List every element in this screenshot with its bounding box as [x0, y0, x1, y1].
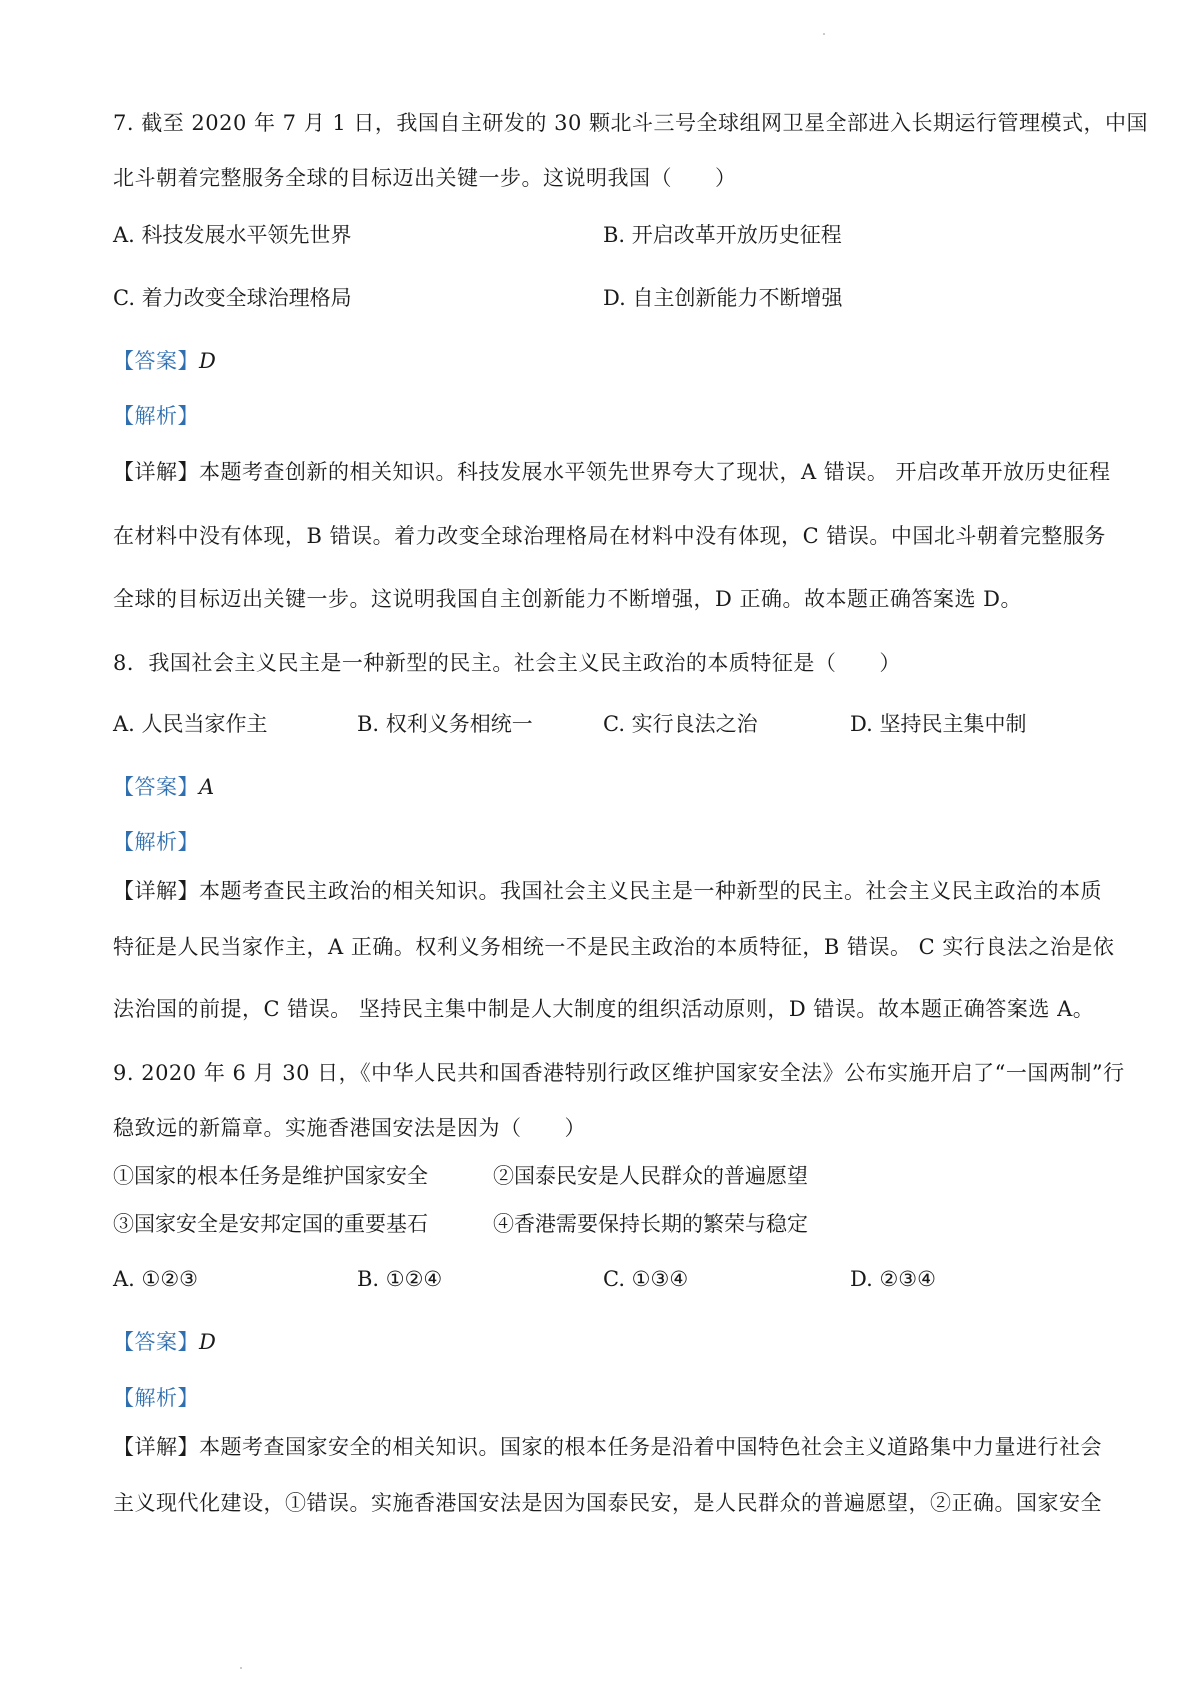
q9-detail-line1: [113, 1432, 1103, 1462]
q8-detail-line1: [113, 876, 1103, 906]
detail-tag: 【详解】: [113, 1435, 199, 1459]
q8-detail-line3: 法治国的前提，C 错误。 坚持民主集中制是人大制度的组织活动原则，D 错误。故本题正确答案选 A。: [113, 997, 1095, 1021]
q9-detail-line2: 主义现代化建设，①错误。实施香港国安法是因为国泰民安，是人民群众的普遍愿望，②正确。国家安全: [113, 1491, 1102, 1515]
q7-answer: [113, 346, 1103, 376]
q8-stem-line1: 8．我国社会主义民主是一种新型的民主。社会主义民主政治的本质特征是（ ）: [113, 651, 901, 675]
q7-detail-line1: [113, 457, 1111, 487]
q9-stem-line1: 9. 2020 年 6 月 30 日，《中华人民共和国香港特别行政区维护国家安全法》公布实施开启了“一国两制”行: [113, 1061, 1125, 1085]
answer-tag: 【答案】: [113, 775, 199, 799]
q7-analysis-tag: 【解析】: [113, 404, 199, 428]
q7-detail-line2: 在材料中没有体现，B 错误。着力改变全球治理格局在材料中没有体现，C 错误。中国北斗朝着完整服务: [113, 524, 1106, 548]
answer-value: A: [199, 775, 215, 799]
q8-analysis-tag: 【解析】: [113, 830, 199, 854]
detail-tag: 【详解】: [113, 879, 199, 903]
q9-option-c: C. ①③④: [603, 1267, 689, 1291]
answer-tag: 【答案】: [113, 349, 199, 373]
q9-stem-line2: 稳致远的新篇章。实施香港国安法是因为（ ）: [113, 1116, 586, 1140]
q7-stem-line2: 北斗朝着完整服务全球的目标迈出关键一步。这说明我国（ ）: [113, 166, 737, 190]
q9-statement-4: ④香港需要保持长期的繁荣与稳定: [493, 1212, 808, 1236]
q8-detail-line2: 特征是人民当家作主，A 正确。权利义务相统一不是民主政治的本质特征，B 错误。 C 实行良法之治是依: [113, 935, 1115, 959]
detail-tag: 【详解】: [113, 460, 199, 484]
q7-detail-line3: 全球的目标迈出关键一步。这说明我国自主创新能力不断增强，D 正确。故本题正确答案选 D。: [113, 587, 1023, 611]
detail-text: 本题考查国家安全的相关知识。国家的根本任务是沿着中国特色社会主义道路集中力量进行社会: [199, 1435, 1102, 1459]
q9-option-d: D. ②③④: [850, 1267, 936, 1291]
answer-tag: 【答案】: [113, 1330, 199, 1354]
q7-stem-line1: 7. 截至 2020 年 7 月 1 日，我国自主研发的 30 颗北斗三号全球组网卫星全部进入长期运行管理模式，中国: [113, 111, 1148, 135]
q8-option-d: D. 坚持民主集中制: [850, 712, 1027, 736]
q9-statement-3: ③国家安全是安邦定国的重要基石: [113, 1212, 428, 1236]
q9-statement-2: ②国泰民安是人民群众的普遍愿望: [493, 1164, 808, 1188]
scan-speck: [240, 1667, 242, 1669]
answer-value: D: [199, 349, 217, 373]
q7-option-c: C. 着力改变全球治理格局: [113, 286, 352, 310]
q8-option-a: A. 人民当家作主: [113, 712, 268, 736]
q9-option-a: A. ①②③: [113, 1267, 198, 1291]
detail-text: 本题考查民主政治的相关知识。我国社会主义民主是一种新型的民主。社会主义民主政治的本质: [199, 879, 1102, 903]
q9-statement-1: ①国家的根本任务是维护国家安全: [113, 1164, 428, 1188]
q7-option-a: A. 科技发展水平领先世界: [113, 223, 352, 247]
scan-speck: [823, 33, 825, 35]
q7-option-b: B. 开启改革开放历史征程: [603, 223, 842, 247]
q8-option-b: B. 权利义务相统一: [357, 712, 533, 736]
q8-option-c: C. 实行良法之治: [603, 712, 758, 736]
q9-analysis-tag: 【解析】: [113, 1386, 199, 1410]
q9-option-b: B. ①②④: [357, 1267, 443, 1291]
detail-text: 本题考查创新的相关知识。科技发展水平领先世界夸大了现状，A 错误。 开启改革开放历史征程: [199, 460, 1111, 484]
q9-answer: [113, 1327, 1103, 1357]
q7-option-d: D. 自主创新能力不断增强: [603, 286, 843, 310]
q8-answer: [113, 772, 1103, 802]
answer-value: D: [199, 1330, 217, 1354]
